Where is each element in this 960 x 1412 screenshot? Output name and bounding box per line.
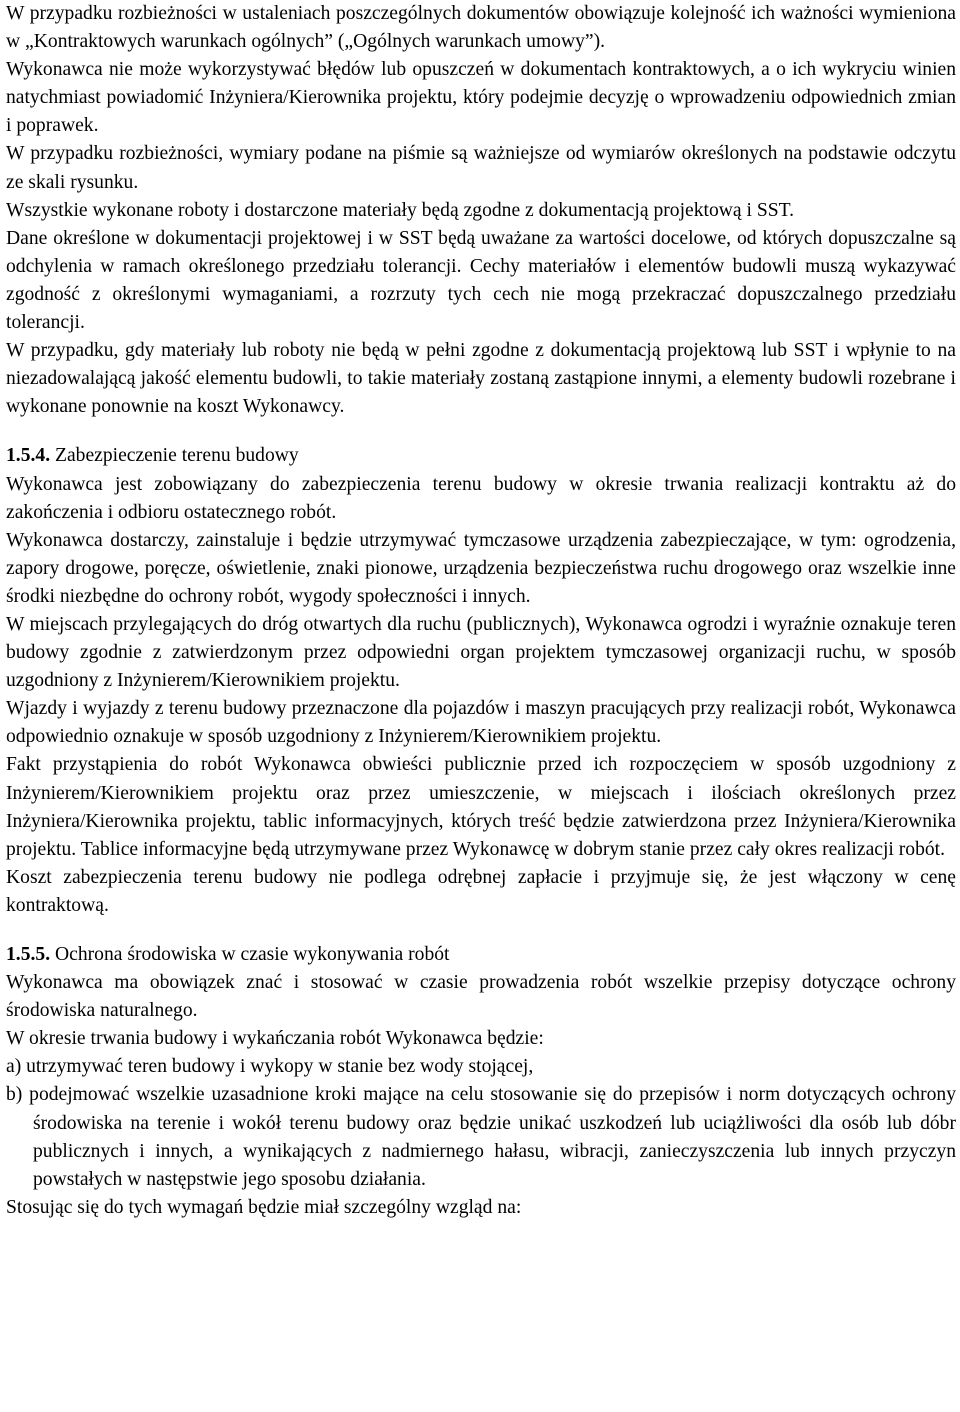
section-spacer xyxy=(6,920,956,941)
paragraph-contractor-will: W okresie trwania budowy i wykańczania robót Wykonawca będzie: xyxy=(6,1028,544,1050)
paragraph-document-precedence: W przypadku rozbieżności w ustaleniach poszczególnych dokumentów obowiązuje kolejność ich ważności wymieniona w „Kontraktowych warunkach ogólnych” („Ogólnych warunkach umowy”). xyxy=(6,3,956,53)
paragraph-public-notice: Fakt przystąpienia do robót Wykonawca obwieści publicznie przed ich rozpoczęciem w sposób uzgodniony z Inżynierem/Kierownikiem projektu oraz przez umieszczenie, w miejscach i ilościach określonych przez Inżyniera/Kierownika projektu, tablic informacyjnych, których treść będzie zatwierdzona przez Inżyniera/Kierownika projektu. Tablice informacyjne będą utrzymywane przez Wykonawcę w dobrym stanie przez cały okres realizacji robót. xyxy=(6,754,956,860)
paragraph-site-security: Wykonawca jest zobowiązany do zabezpieczenia terenu budowy w okresie trwania realizacji kontraktu aż do zakończenia i odbioru ostatecznego robót. xyxy=(6,473,956,523)
list-item: a) utrzymywać teren budowy i wykopy w stanie bez wody stojącej, xyxy=(6,1056,534,1078)
paragraph-tolerances: Dane określone w dokumentacji projektowej i w SST będą uważane za wartości docelowe, od których dopuszczalne są odchylenia w ramach określonego przedziału tolerancji. Cechy materiałów i elementów budowli muszą wykazywać zgodność z określonymi wymaganiami, a rozrzuty tych cech nie mogą przekraczać dopuszczalnego przedziału tolerancji. xyxy=(6,227,956,334)
section-heading-1-5-4 xyxy=(6,442,956,470)
paragraph-closing: Stosując się do tych wymagań będzie miał szczególny wzgląd na: xyxy=(6,1196,522,1218)
paragraph-compliance: Wszystkie wykonane roboty i dostarczone materiały będą zgodne z dokumentacją projektową i SST. xyxy=(6,199,795,221)
section-title: Zabezpieczenie terenu budowy xyxy=(50,445,299,467)
paragraph-dimensions: W przypadku rozbieżności, wymiary podane na piśmie są ważniejsze od wymiarów określonych na podstawie odczytu ze skali rysunku. xyxy=(6,143,956,193)
paragraph-temporary-devices: Wykonawca dostarczy, zainstaluje i będzie utrzymywać tymczasowe urządzenia zabezpieczające, w tym: ogrodzenia, zapory drogowe, poręcze, oświetlenie, znaki pionowe, urządzenia bezpieczeństwa ruchu drogowego oraz wszelkie inne środki niezbędne do ochrony robót, wygody społeczności i innych. xyxy=(6,529,956,607)
section-spacer xyxy=(6,421,956,442)
section-title: Ochrona środowiska w czasie wykonywania robót xyxy=(50,944,450,965)
list-item: b) podejmować wszelkie uzasadnione kroki mające na celu stosowanie się do przepisów i norm dotyczących ochrony środowiska na terenie i wokół terenu budowy oraz będzie unikać uszkodzeń lub uciążliwości dla osób lub dóbr publicznych i innych, a wynikających z nadmiernego hałasu, wibracji, zanieczyszczenia lub innych przyczyn powstałych w następstwie jego sposobu działania. xyxy=(6,1084,956,1190)
paragraph-public-roads: W miejscach przylegających do dróg otwartych dla ruchu (publicznych), Wykonawca ogrodzi i wyraźnie oznakuje teren budowy zgodnie z zatwierdzonym przez odpowiedni organ projektem tymczasowej organizacji ruchu, w sposób uzgodniony z Inżynierem/Kierownikiem projektu. xyxy=(6,613,956,692)
document-page xyxy=(6,0,956,1222)
paragraph-nonconformity: W przypadku, gdy materiały lub roboty nie będą w pełni zgodne z dokumentacją projektową lub SST i wpłynie to na niezadowalającą jakość elementu budowli, to takie materiały zostaną zastąpione innymi, a elementy budowli rozebrane i wykonane ponownie na koszt Wykonawcy. xyxy=(6,340,956,418)
paragraph-errors-omissions: Wykonawca nie może wykorzystywać błędów lub opuszczeń w dokumentach kontraktowych, a o ich wykryciu winien natychmiast powiadomić Inżyniera/Kierownika projektu, który podejmie decyzję o wprowadzeniu odpowiednich zmian i poprawek. xyxy=(6,59,956,137)
paragraph-entries-exits: Wjazdy i wyjazdy z terenu budowy przeznaczone dla pojazdów i maszyn pracujących przy realizacji robót, Wykonawca odpowiednio oznakuje w sposób uzgodniony z Inżynierem/Kierownikiem projektu. xyxy=(6,698,956,748)
section-number: 1.5.5. xyxy=(6,944,51,965)
paragraph-environment-duty: Wykonawca ma obowiązek znać i stosować w czasie prowadzenia robót wszelkie przepisy dotyczące ochrony środowiska naturalnego. xyxy=(6,972,956,1022)
section-heading-1-5-5 xyxy=(6,941,956,969)
paragraph-security-cost: Koszt zabezpieczenia terenu budowy nie podlega odrębnej zapłacie i przyjmuje się, że jest włączony w cenę kontraktową. xyxy=(6,866,956,916)
section-number: 1.5.4. xyxy=(6,445,51,467)
